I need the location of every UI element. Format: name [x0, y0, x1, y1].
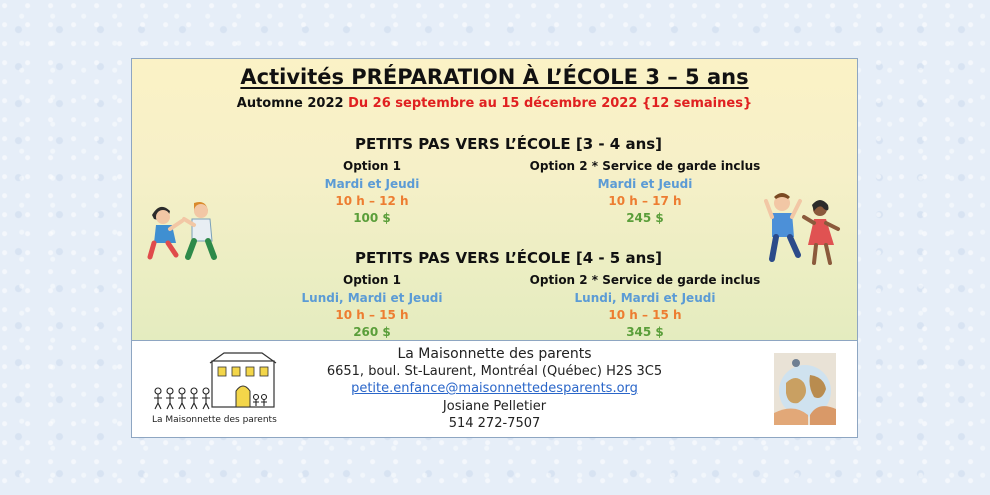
logo-caption: La Maisonnette des parents: [152, 415, 277, 425]
session-dates: Du 26 septembre au 15 décembre 2022 {12 semaines}: [348, 96, 753, 111]
children-clapping-illustration: [146, 197, 222, 263]
option-days: Mardi et Jeudi: [324, 177, 420, 191]
contact-phone: 514 272-7507: [448, 416, 541, 431]
option-days: Lundi, Mardi et Jeudi: [301, 291, 443, 305]
option-hours: 10 h – 15 h: [335, 308, 409, 322]
email-link-wrapper: [322, 381, 667, 396]
option-label: Option 1: [343, 273, 401, 287]
section-title-3-4: PETITS PAS VERS L’ÉCOLE [3 - 4 ans]: [355, 135, 663, 153]
option-days: Mardi et Jeudi: [597, 177, 693, 191]
option-hours: 10 h – 15 h: [608, 308, 682, 322]
option-price: 345 $: [626, 325, 664, 339]
org-address: 6651, boul. St-Laurent, Montréal (Québec) H2S 3C5: [326, 364, 663, 379]
flyer-title: Activités PRÉPARATION À L’ÉCOLE 3 – 5 ans: [240, 65, 749, 89]
flyer-subtitle: [132, 96, 857, 111]
option-label: Option 1: [343, 159, 401, 173]
flyer-card: [131, 58, 858, 438]
org-name: La Maisonnette des parents: [397, 346, 592, 362]
option-price: 245 $: [626, 211, 664, 225]
option-label: Option 2 * Service de garde inclus: [529, 159, 761, 173]
option-label: Option 2 * Service de garde inclus: [529, 273, 761, 287]
maisonnette-logo: [152, 351, 282, 413]
option-price: 100 $: [353, 211, 391, 225]
contact-panel: [132, 341, 857, 438]
section-title-4-5: PETITS PAS VERS L’ÉCOLE [4 - 5 ans]: [355, 249, 663, 267]
option-hours: 10 h – 17 h: [608, 194, 682, 208]
email-link[interactable]: petite.enfance@maisonnettedesparents.org: [351, 381, 638, 396]
option-hours: 10 h – 12 h: [335, 194, 409, 208]
children-dancing-illustration: [764, 187, 844, 267]
option-days: Lundi, Mardi et Jeudi: [574, 291, 716, 305]
globe-hands-image: [774, 353, 836, 425]
contact-person: Josiane Pelletier: [442, 399, 547, 414]
activities-panel: [132, 59, 857, 341]
option-price: 260 $: [353, 325, 391, 339]
season-label: Automne 2022: [236, 96, 344, 111]
